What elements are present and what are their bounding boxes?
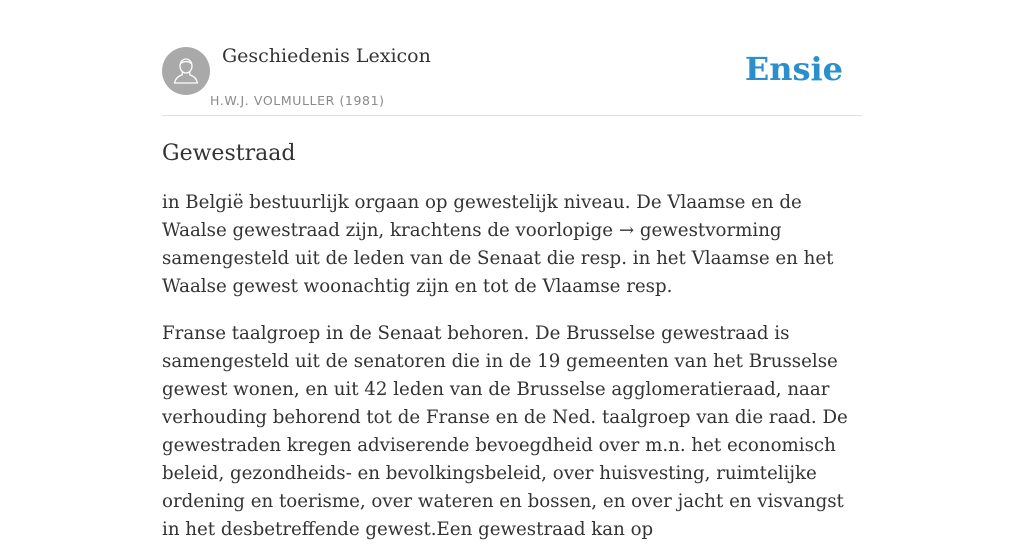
header [162,0,862,116]
lexicon-title-link[interactable]: Geschiedenis Lexicon [222,45,431,67]
ensie-logo[interactable]: Ensie [744,50,843,88]
article [162,138,867,544]
article-title: Gewestraad [162,141,296,166]
article-paragraph: Franse taalgroep in de Senaat behoren. De Brusselse gewestraad is samengesteld uit de senatoren die in de 19 gemeenten van het Brusselse gewest wonen, en uit 42 leden van de Brusselse agglomeratieraad, naar verhouding behorend tot de Franse en de Ned. taalgroep van die raad. De gewestraden kregen adviserende bevoegdheid over m.n. het economisch beleid, gezondheids- en bevolkingsbeleid, over huisvesting, ruimtelijke ordening en toerisme, over wateren en bossen, en over jacht en visvangst in het desbetreffende gewest.Een gewestraad kan op [162,323,848,540]
article-paragraph: in België bestuurlijk orgaan op gewestelijk niveau. De Vlaamse en de Waalse gewestraad zijn, krachtens de voorlopige → gewestvorming samengesteld uit de leden van de Senaat die resp. in het Vlaamse en het Waalse gewest woonachtig zijn en tot de Vlaamse resp. [162,192,834,297]
author-byline: H.W.J. VOLMULLER (1981) [210,93,385,108]
author-avatar[interactable] [162,47,210,95]
user-silhouette-icon [162,47,210,95]
